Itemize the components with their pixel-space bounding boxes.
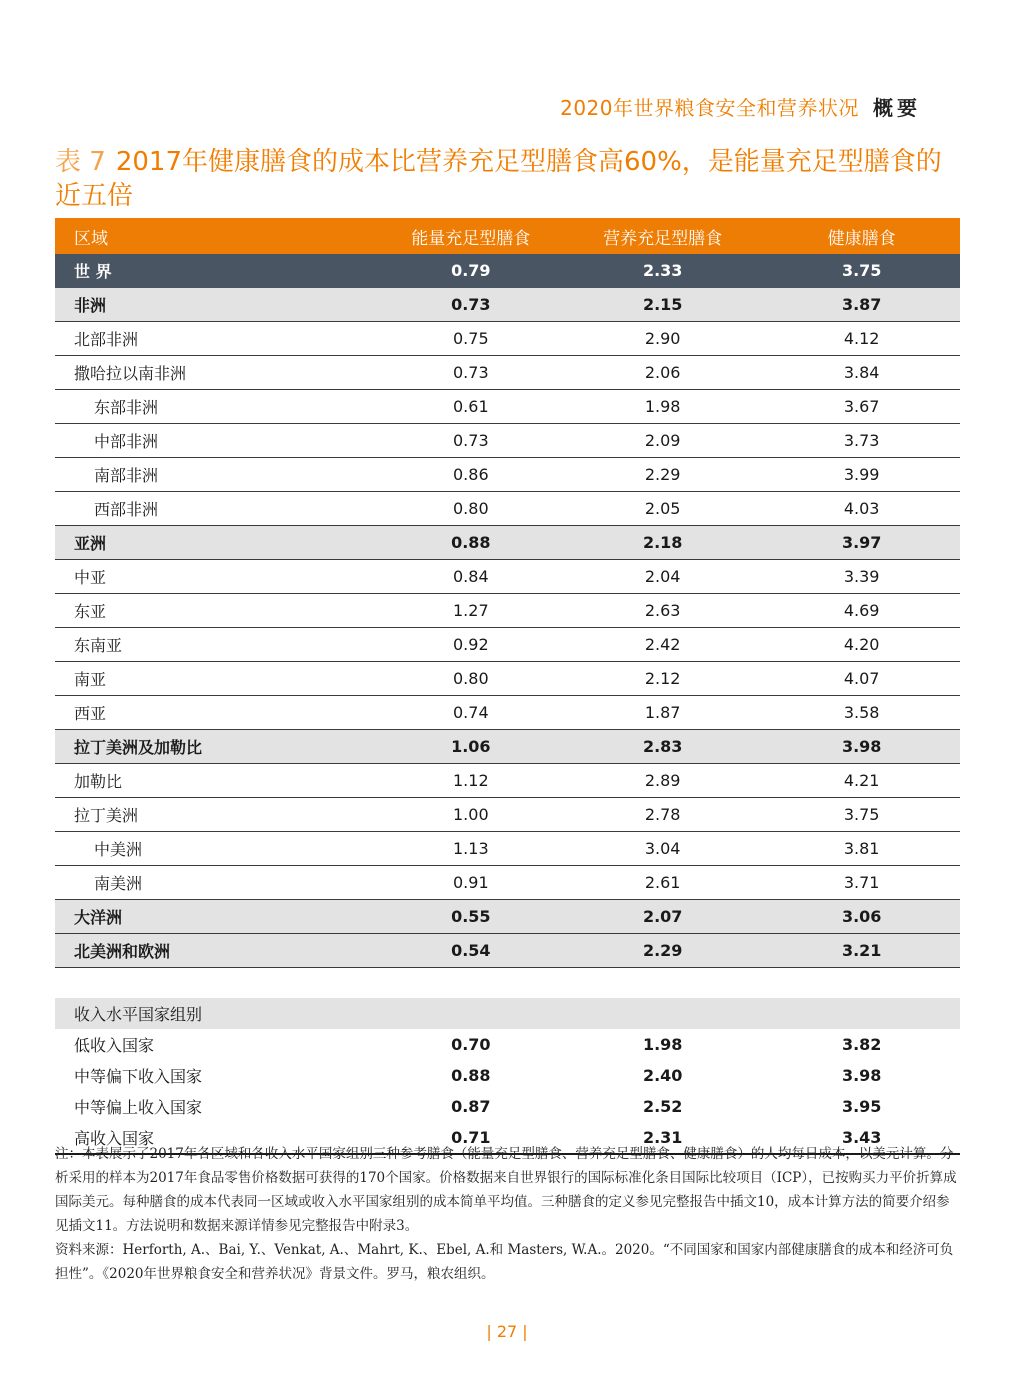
income-group-name: 高收入国家 [55,1122,380,1154]
value-energy: 1.06 [380,730,562,764]
value-nutrient: 2.31 [562,1122,763,1154]
value-energy: 1.12 [380,764,562,798]
value-nutrient: 2.12 [562,662,763,696]
value-healthy: 3.58 [763,696,960,730]
value-healthy: 3.21 [763,934,960,968]
region-name: 亚洲 [55,526,380,560]
value-nutrient: 2.29 [562,934,763,968]
value-nutrient: 3.04 [562,832,763,866]
value-nutrient: 2.63 [562,594,763,628]
section-label: 概要 [873,96,921,120]
value-nutrient: 2.83 [562,730,763,764]
value-energy: 0.79 [380,254,562,288]
value-healthy: 3.82 [841,1035,882,1054]
value-energy: 1.13 [380,832,562,866]
table-row [55,288,960,322]
table-row [55,730,960,764]
value-energy: 0.88 [380,526,562,560]
value-energy: 0.87 [451,1097,491,1116]
table-row [55,526,960,560]
value-healthy: 4.20 [763,628,960,662]
value-nutrient: 2.29 [562,458,763,492]
value-energy: 0.88 [451,1066,491,1085]
value-energy: 1.27 [380,594,562,628]
region-name: 世 界 [55,254,380,288]
page-number: | 27 | [486,1322,528,1341]
value-energy: 0.91 [380,866,562,900]
value-nutrient: 2.07 [562,900,763,934]
value-energy: 0.55 [380,900,562,934]
income-group-name: 低收入国家 [74,1036,155,1055]
value-healthy: 3.73 [763,424,960,458]
region-name: 西部非洲 [55,492,380,526]
value-healthy: 3.87 [763,288,960,322]
income-group-name: 中等偏下收入国家 [74,1067,203,1086]
value-healthy: 3.99 [763,458,960,492]
value-nutrient: 2.61 [562,866,763,900]
region-name: 北美洲和欧洲 [55,934,380,968]
table-row [55,798,960,832]
table-row [55,1060,960,1091]
value-healthy: 4.07 [763,662,960,696]
table-row [55,628,960,662]
value-healthy: 3.06 [763,900,960,934]
value-nutrient: 2.05 [562,492,763,526]
value-healthy: 4.21 [763,764,960,798]
value-nutrient: 2.52 [642,1097,683,1116]
value-nutrient: 2.89 [562,764,763,798]
table-row [55,356,960,390]
cost-table [55,218,960,1155]
region-name: 中美洲 [55,832,380,866]
table-title-text: 2017年健康膳食的成本比营养充足型膳食高60%，是能量充足型膳食的近五倍 [55,147,942,211]
region-name: 东南亚 [55,628,380,662]
table-title [55,145,965,213]
value-healthy: 3.84 [763,356,960,390]
value-energy: 0.61 [380,390,562,424]
value-nutrient: 2.15 [562,288,763,322]
value-energy: 0.71 [380,1122,562,1154]
value-energy: 0.86 [380,458,562,492]
value-healthy: 3.75 [763,798,960,832]
table-row [55,424,960,458]
table-spacer [55,968,960,999]
value-nutrient: 2.09 [562,424,763,458]
income-group-name: 中等偏上收入国家 [74,1098,203,1117]
table-row [55,458,960,492]
value-healthy: 3.95 [841,1097,882,1116]
value-healthy: 3.98 [763,730,960,764]
value-nutrient: 2.04 [562,560,763,594]
value-healthy: 3.39 [763,560,960,594]
table-row [55,254,960,288]
value-healthy: 3.97 [763,526,960,560]
value-energy: 0.73 [380,288,562,322]
region-name: 大洋洲 [55,900,380,934]
value-healthy: 3.67 [763,390,960,424]
table-row [55,900,960,934]
header-nutrient: 营养充足型膳食 [562,218,763,254]
region-name: 北部非洲 [55,322,380,356]
region-name: 东亚 [55,594,380,628]
value-healthy: 4.69 [763,594,960,628]
value-nutrient: 2.06 [562,356,763,390]
header-healthy: 健康膳食 [763,218,960,254]
value-energy: 0.70 [451,1035,491,1054]
table-row [55,322,960,356]
table-row [55,696,960,730]
region-name: 南亚 [55,662,380,696]
region-name: 中亚 [55,560,380,594]
region-name: 拉丁美洲 [55,798,380,832]
table-row [55,594,960,628]
table-row [55,1091,960,1122]
region-name: 南美洲 [55,866,380,900]
value-nutrient: 2.78 [562,798,763,832]
value-energy: 0.75 [380,322,562,356]
value-healthy: 3.71 [763,866,960,900]
value-energy: 0.92 [380,628,562,662]
value-energy: 0.80 [380,492,562,526]
table-row [55,1029,960,1060]
table-notes [55,1142,960,1286]
table-row [55,662,960,696]
value-healthy: 4.03 [763,492,960,526]
region-name: 中部非洲 [55,424,380,458]
region-name: 拉丁美洲及加勒比 [55,730,380,764]
table-row [55,934,960,968]
value-healthy: 3.43 [763,1122,960,1154]
value-energy: 1.00 [380,798,562,832]
report-title: 2020年世界粮食安全和营养状况 [560,96,859,120]
table-row [55,492,960,526]
table-number: 表 7 [55,147,106,177]
value-nutrient: 2.33 [562,254,763,288]
header-region: 区域 [55,218,380,254]
value-nutrient: 2.90 [562,322,763,356]
value-energy: 0.54 [380,934,562,968]
table-row [55,832,960,866]
value-nutrient: 2.18 [562,526,763,560]
value-nutrient: 2.40 [642,1066,683,1085]
value-nutrient: 2.42 [562,628,763,662]
table-row [55,560,960,594]
value-energy: 0.84 [380,560,562,594]
table-row [55,390,960,424]
value-nutrient: 1.87 [562,696,763,730]
income-group-header [55,998,960,1029]
value-healthy: 4.12 [763,322,960,356]
source-text: 资料来源：Herforth, A.、Bai, Y.、Venkat, A.、Mahrt, K.、Ebel, A.和 Masters, W.A.。2020。“不同国家和国家内部健康膳食的成本和经济可负担性”。《2020年世界粮食安全和营养状况》背景文件。罗马，粮农组织。 [55,1242,954,1282]
header-energy: 能量充足型膳食 [380,218,562,254]
region-name: 加勒比 [55,764,380,798]
value-healthy: 3.75 [763,254,960,288]
value-nutrient: 1.98 [562,390,763,424]
region-name: 非洲 [55,288,380,322]
region-name: 东部非洲 [55,390,380,424]
region-name: 西亚 [55,696,380,730]
value-energy: 0.73 [380,356,562,390]
table-row [55,764,960,798]
value-energy: 0.73 [380,424,562,458]
running-header [560,92,921,121]
table-header-row [55,218,960,254]
note-text: 注：本表展示了2017年各区域和各收入水平国家组别三种参考膳食（能量充足型膳食、营养充足型膳食、健康膳食）的人均每日成本，以美元计算。分析采用的样本为2017年食品零售价格数据可获得的170个国家。价格数据来自世界银行的国际标准化条目国际比较项目（ICP），已按购买力平价折算成国际美元。每种膳食的成本代表同一区域或收入水平国家组别的成本简单平均值。三种膳食的定义参见完整报告中插文10，成本计算方法的简要介绍参见插文11。方法说明和数据来源详情参见完整报告中附录3。 [55,1146,957,1234]
value-healthy: 3.98 [841,1066,882,1085]
region-name: 南部非洲 [55,458,380,492]
region-name: 撒哈拉以南非洲 [55,356,380,390]
value-healthy: 3.81 [763,832,960,866]
value-nutrient: 1.98 [642,1035,683,1054]
income-group-label: 收入水平国家组别 [55,998,960,1029]
value-energy: 0.80 [380,662,562,696]
value-energy: 0.74 [380,696,562,730]
table-row [55,866,960,900]
